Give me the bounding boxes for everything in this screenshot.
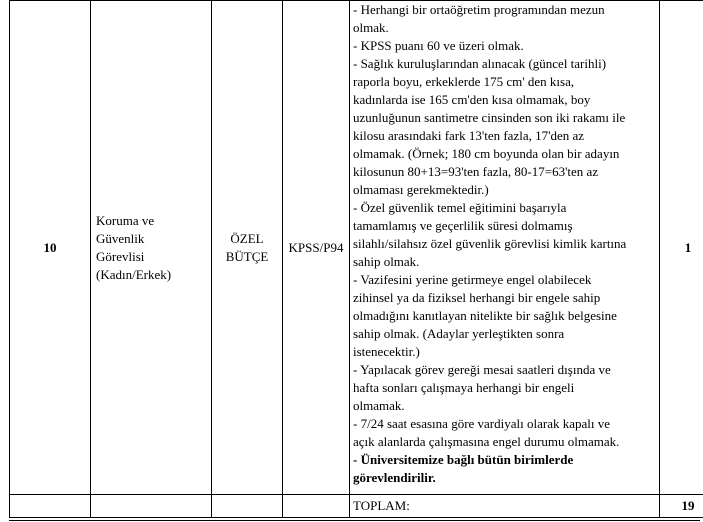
job-table xyxy=(9,0,703,518)
requirement-line: sahip olmak. xyxy=(353,254,420,269)
requirement-line: olmamak. (Örnek; 180 cm boyunda olan bir adayın xyxy=(353,146,620,161)
requirement-line: tamamlamış ve geçerlilik süresi dolmamış xyxy=(353,218,573,233)
total-label: TOPLAM: xyxy=(350,495,660,518)
position-title-line: Görevlisi xyxy=(96,248,145,264)
position-title-line: Koruma ve xyxy=(96,212,155,228)
requirement-line: olmaması gerekmektedir.) xyxy=(353,182,489,197)
table-row xyxy=(10,1,703,495)
requirement-line: - Herhangi bir ortaöğretim programından mezun xyxy=(353,2,605,17)
requirement-line: kadınlarda ise 165 cm'den kısa olmamak, boy xyxy=(353,92,591,107)
empty-cell xyxy=(10,495,91,518)
total-row xyxy=(10,495,703,518)
requirement-line: istenecektir.) xyxy=(353,344,420,359)
requirement-line-bold: - Üniversitemize bağlı bütün birimlerde xyxy=(353,452,574,467)
position-title-cell xyxy=(91,1,212,495)
budget-line: ÖZEL xyxy=(230,230,264,246)
empty-cell xyxy=(212,495,283,518)
requirements-cell xyxy=(350,1,660,495)
empty-cell xyxy=(283,495,350,518)
requirement-line: - Sağlık kuruluşlarından alınacak (güncel tarihli) xyxy=(353,56,607,71)
requirement-line: kilosunun 80+13=93'ten fazla, 80-17=63'ten az xyxy=(353,164,599,179)
budget-cell xyxy=(212,1,283,495)
page-divider xyxy=(9,520,700,521)
empty-cell xyxy=(91,495,212,518)
requirement-line: - Vazifesini yerine getirmeye engel olabilecek xyxy=(353,272,592,287)
requirement-line: açık alanlarda çalışmasına engel durumu olmamak. xyxy=(353,434,620,449)
total-value: 19 xyxy=(660,495,703,518)
requirements-list xyxy=(353,1,655,487)
requirement-line: zihinsel ya da fiziksel herhangi bir engele sahip xyxy=(353,290,601,305)
requirement-line: - 7/24 saat esasına göre vardiyalı olarak kapalı ve xyxy=(353,416,611,431)
budget-line: BÜTÇE xyxy=(225,248,269,264)
requirement-line: olmak. xyxy=(353,20,389,35)
exam-type: KPSS/P94 xyxy=(283,1,350,495)
position-title-line: Güvenlik xyxy=(96,230,145,246)
requirement-line: raporla boyu, erkeklerde 175 cm' den kısa, xyxy=(353,74,575,89)
requirement-line-bold: görevlendirilir. xyxy=(353,470,436,485)
requirement-line: olmamak. xyxy=(353,398,405,413)
requirement-line: uzunluğunun santimetre cinsinden son iki rakamı ile xyxy=(353,110,626,125)
position-title-line: (Kadın/Erkek) xyxy=(96,266,172,282)
quantity: 1 xyxy=(660,1,703,495)
requirement-line: - Özel güvenlik temel eğitimini başarıyla xyxy=(353,200,567,215)
requirement-line: - KPSS puanı 60 ve üzeri olmak. xyxy=(353,38,524,53)
requirement-line: silahlı/silahsız özel güvenlik görevlisi kimlik kartına xyxy=(353,236,627,251)
requirement-line: hafta sonları çalışmaya herhangi bir engeli xyxy=(353,380,575,395)
requirement-line: olmadığını kanıtlayan nitelikte bir sağlık belgesine xyxy=(353,308,617,323)
requirement-line: - Yapılacak görev gereği mesai saatleri dışında ve xyxy=(353,362,611,377)
requirement-line: sahip olmak. (Adaylar yerleştikten sonra xyxy=(353,326,565,341)
row-number: 10 xyxy=(10,1,91,495)
requirement-line: kilosu arasındaki fark 13'ten fazla, 17'den az xyxy=(353,128,585,143)
